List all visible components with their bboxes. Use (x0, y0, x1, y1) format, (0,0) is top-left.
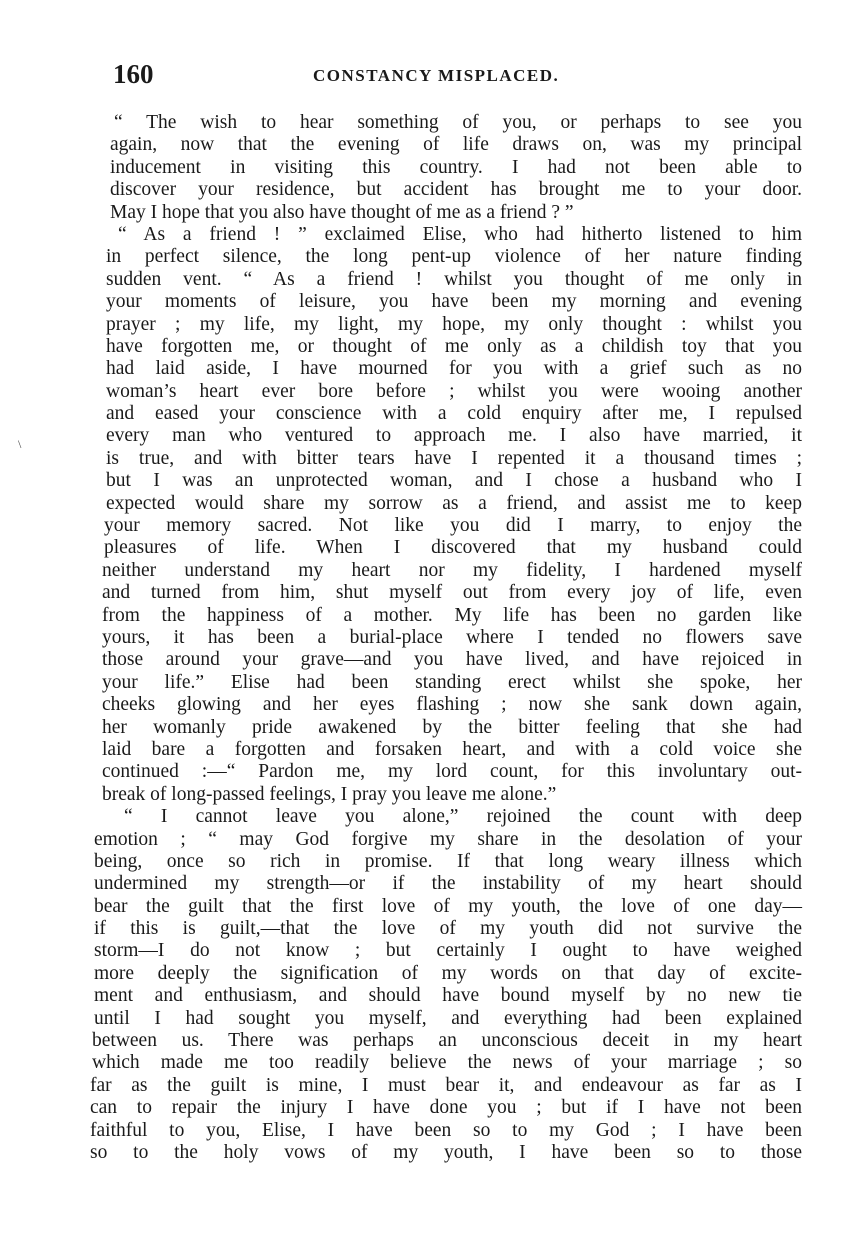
text-line: pleasures of life. When I discovered that my husband could (104, 537, 802, 559)
text-line: cheeks glowing and her eyes flashing ; now she sank down again, (102, 694, 802, 716)
text-line: neither understand my heart nor my fidelity, I hardened myself (102, 559, 802, 581)
text-line: so to the holy vows of my youth, I have been so to those (90, 1141, 802, 1163)
text-line: in perfect silence, the long pent-up violence of her nature finding (106, 246, 802, 268)
text-line: sudden vent. “ As a friend ! whilst you thought of me only in (106, 268, 802, 290)
text-line: woman’s heart ever bore before ; whilst you were wooing another (106, 380, 802, 402)
text-line: if this is guilt,—that the love of my youth did not survive the (94, 918, 802, 940)
page-header (113, 58, 803, 98)
text-line: inducement in visiting this country. I had not been able to (110, 156, 802, 178)
text-line: and eased your conscience with a cold enquiry after me, I repulsed (106, 403, 802, 425)
text-line: more deeply the signification of my words on that day of excite- (94, 962, 802, 984)
text-line: until I had sought you myself, and everything had been explained (94, 1007, 802, 1029)
running-title: CONSTANCY MISPLACED. (313, 66, 560, 85)
text-line: ment and enthusiasm, and should have bound myself by no new tie (94, 985, 802, 1007)
margin-mark: \ (18, 437, 22, 451)
text-line: faithful to you, Elise, I have been so to my God ; I have been (90, 1119, 802, 1141)
text-line: “ The wish to hear something of you, or perhaps to see you (114, 112, 802, 133)
text-line: can to repair the injury I have done you ; but if I have not been (90, 1097, 802, 1119)
text-line: is true, and with bitter tears have I repented it a thousand times ; (106, 447, 802, 469)
text-line: every man who ventured to approach me. I also have married, it (106, 425, 802, 447)
text-line: continued :—“ Pardon me, my lord count, for this involuntary out- (102, 761, 802, 783)
text-line: prayer ; my life, my light, my hope, my only thought : whilst you (106, 313, 802, 335)
text-line: between us. There was perhaps an unconscious deceit in my heart (92, 1030, 802, 1052)
text-line: “ As a friend ! ” exclaimed Elise, who had hitherto listened to him (118, 223, 802, 245)
text-line: storm—I do not know ; but certainly I ought to have weighed (94, 940, 802, 962)
text-line: your memory sacred. Not like you did I marry, to enjoy the (104, 515, 802, 537)
text-line: yours, it has been a burial-place where I tended no flowers save (102, 626, 802, 648)
text-line: laid bare a forgotten and forsaken heart, and with a cold voice she (102, 738, 802, 760)
text-line: from the happiness of a mother. My life has been no garden like (102, 604, 802, 626)
text-line: your life.” Elise had been standing erect whilst she spoke, her (102, 671, 802, 693)
text-line: undermined my strength—or if the instability of my heart should (94, 873, 802, 895)
text-line: those around your grave—and you have lived, and have rejoiced in (102, 649, 802, 671)
text-line: bear the guilt that the first love of my youth, the love of one day— (94, 895, 802, 917)
text-line: but I was an unprotected woman, and I chose a husband who I (106, 470, 802, 492)
text-line: have forgotten me, or thought of me only as a childish toy that you (106, 335, 802, 357)
text-line: emotion ; “ may God forgive my share in the desolation of your (94, 828, 802, 850)
text-line: “ I cannot leave you alone,” rejoined the count with deep (124, 806, 802, 828)
text-line: which made me too readily believe the news of your marriage ; so (92, 1052, 802, 1074)
text-line: May I hope that you also have thought of me as a friend ? ” (110, 201, 574, 223)
text-line: her womanly pride awakened by the bitter feeling that she had (102, 716, 802, 738)
text-line: had laid aside, I have mourned for you with a grief such as no (106, 358, 802, 380)
text-line: far as the guilt is mine, I must bear it, and endeavour as far as I (90, 1074, 802, 1096)
text-line: being, once so rich in promise. If that long weary illness which (94, 850, 802, 872)
body-text (90, 112, 802, 1164)
text-line: again, now that the evening of life draws on, was my principal (110, 134, 802, 156)
text-line: discover your residence, but accident has brought me to your door. (110, 179, 802, 201)
text-line: your moments of leisure, you have been my morning and evening (106, 291, 802, 313)
page-number: 160 (113, 59, 154, 89)
text-line: break of long-passed feelings, I pray you leave me alone.” (102, 783, 557, 805)
text-line: and turned from him, shut myself out from every joy of life, even (102, 582, 802, 604)
text-line: expected would share my sorrow as a friend, and assist me to keep (106, 492, 802, 514)
